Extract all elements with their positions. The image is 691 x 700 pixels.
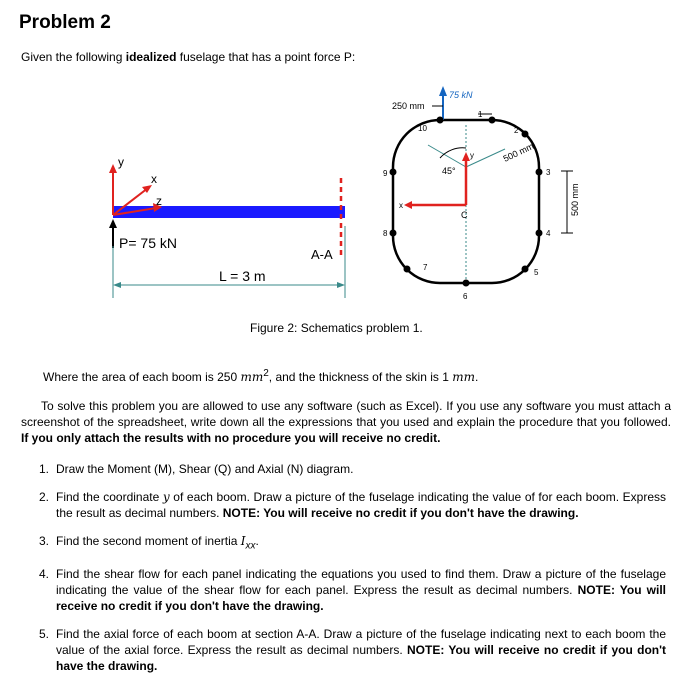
task-item: 2. Find the coordinate y of each boom. Draw a picture of the fuselage indicating the value of for each boom. Express the result as decimal numbers. NOTE: You will receive no credit if you don't have the drawing.	[39, 490, 666, 520]
axis-z-label: z	[156, 194, 162, 208]
boom-3	[536, 169, 543, 176]
angle-arc	[440, 148, 466, 158]
axis-x-label: x	[151, 172, 157, 186]
axis-y-label: y	[118, 155, 124, 169]
width-label: 250 mm	[392, 101, 425, 111]
boom-8	[390, 230, 397, 237]
boom-9	[390, 169, 397, 176]
length-arrow-left	[113, 282, 121, 288]
boom-label-3: 3	[546, 168, 551, 177]
boom-10	[437, 117, 444, 124]
boom-label-4: 4	[546, 229, 551, 238]
task-item: 5. Find the axial force of each boom at section A-A. Draw a picture of the fuselage indicating next to each boom the value of the axial force. Express the result as decimal numbers. NOTE: You will receive no credit if you don't have the drawing.	[39, 627, 666, 674]
section-force-head	[439, 86, 447, 96]
length-arrow-right	[337, 282, 345, 288]
boom-label-9: 9	[383, 169, 388, 178]
radius-label: 500 mm	[501, 141, 536, 164]
boom-label-7: 7	[423, 263, 428, 272]
angle-label: 45°	[442, 166, 456, 176]
length-label: L = 3 m	[219, 268, 266, 284]
task-item: 4. Find the shear flow for each panel indicating the equations you used to find them. Draw a picture of the fuselage indicating the value of the shear flow for each panel. Express the result as decimal numbers. NOTE: You will receive no credit if you don't have the drawing.	[39, 567, 666, 614]
force-p-label: P= 75 kN	[119, 235, 177, 251]
boom-label-1: 1	[478, 110, 483, 119]
force-p-head	[109, 219, 117, 228]
boom-label-5: 5	[534, 268, 539, 277]
section-y-label: y	[470, 151, 474, 160]
beam-schematic	[109, 155, 345, 298]
instructions-paragraph: To solve this problem you are allowed to use any software (such as Excel). If you use any software you must attach a screenshot of the spreadsheet, write down all the expressions that you used and explain the procedure that you followed. If you only attach the results with no procedure you will receive no credit.	[21, 399, 671, 445]
figure-caption: Figure 2: Schematics problem 1.	[250, 321, 423, 335]
boom-label-10: 10	[418, 124, 427, 133]
boom-label-6: 6	[463, 292, 468, 301]
boom-2	[522, 131, 529, 138]
fuselage-figure	[0, 0, 691, 340]
section-y-axis-head	[462, 152, 470, 161]
boom-area-paragraph: Where the area of each boom is 250 $mm^2$, and the thickness of the skin is 1 mm.	[43, 368, 479, 384]
boom-6	[463, 280, 470, 287]
cross-section-schematic	[383, 86, 580, 301]
centroid-label: C	[461, 210, 468, 220]
boom-label-2: 2	[514, 126, 519, 135]
task-item: 3. Find the second moment of inertia $I_{xx}$.	[39, 534, 259, 552]
boom-5	[522, 266, 529, 273]
y-axis-head	[109, 164, 117, 173]
task-list	[36, 461, 666, 674]
boom-label-8: 8	[383, 229, 388, 238]
beam-bar	[113, 206, 345, 218]
section-x-axis-head	[404, 201, 412, 209]
intro-text: Given the following idealized fuselage that has a point force P:	[21, 50, 356, 64]
boom-4	[536, 230, 543, 237]
boom-7	[404, 266, 411, 273]
section-aa-label: A-A	[311, 247, 333, 262]
boom-1	[489, 117, 496, 124]
problem-title: Problem 2	[19, 12, 111, 33]
section-x-label: x	[399, 201, 403, 210]
task-item: 1. Draw the Moment (M), Shear (Q) and Axial (N) diagram.	[39, 462, 354, 476]
height-label: 500 mm	[570, 183, 580, 216]
section-force-label: 75 kN	[449, 90, 473, 100]
